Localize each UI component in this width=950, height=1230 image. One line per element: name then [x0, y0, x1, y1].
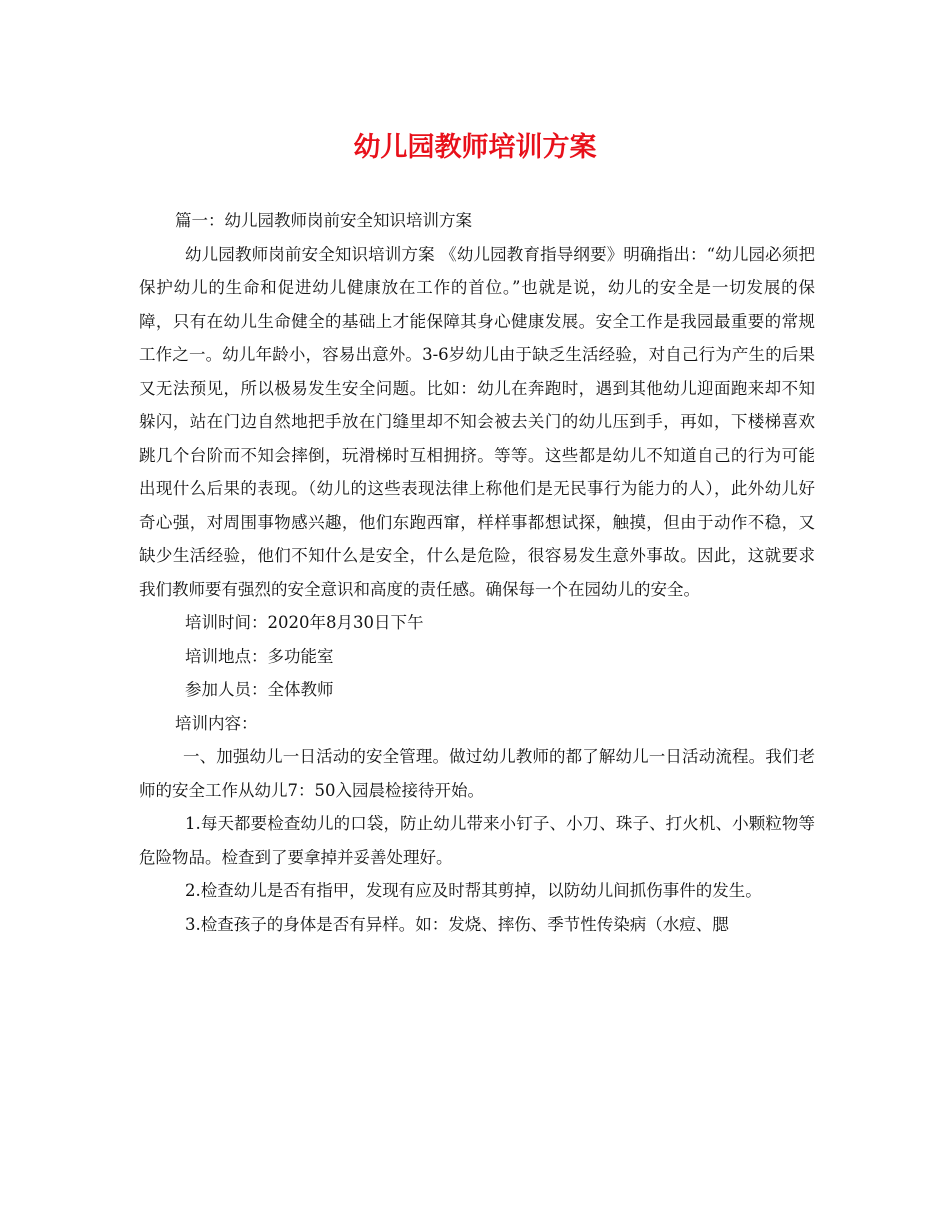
section-heading: 篇一：幼儿园教师岗前安全知识培训方案 [175, 211, 472, 230]
check-item-3: 3.检查孩子的身体是否有异样。如：发烧、摔伤、季节性传染病（水痘、腮 [185, 914, 729, 934]
document-body [139, 204, 815, 941]
training-time: 培训时间：2020年8月30日下午 [185, 613, 424, 632]
check-item-1: 1.每天都要检查幼儿的口袋，防止幼儿带来小钉子、小刀、珠子、打火机、小颗粒物等危险物品。检查到了要拿掉并妥善处理好。 [139, 814, 815, 867]
training-location: 培训地点：多功能室 [185, 646, 334, 666]
content-item-1: 一、加强幼儿一日活动的安全管理。做过幼儿教师的都了解幼儿一日活动流程。我们老师的安全工作从幼儿7：50入园晨检接待开始。 [139, 747, 815, 800]
participants: 参加人员：全体教师 [185, 680, 334, 699]
document-title: 幼儿园教师培训方案 [353, 132, 597, 163]
training-content-heading: 培训内容： [175, 713, 258, 733]
check-item-2: 2.检查幼儿是否有指甲，发现有应及时帮其剪掉，以防幼儿间抓伤事件的发生。 [185, 881, 762, 900]
intro-paragraph: 幼儿园教师岗前安全知识培训方案 《幼儿园教育指导纲要》明确指出：“幼儿园必须把保护幼儿的生命和促进幼儿健康放在工作的首位。”也就是说，幼儿的安全是一切发展的保障，只有在幼儿生命健全的基础上才能保障其身心健康发展。安全工作是我园最重要的常规工作之一。幼儿年龄小，容易出意外。3-6岁幼儿由于缺乏生活经验，对自己行为产生的后果又无法预见，所以极易发生安全问题。比如：幼儿在奔跑时，遇到其他幼儿迎面跑来却不知躲闪，站在门边自然地把手放在门缝里却不知会被去关门的幼儿压到手，再如，下楼梯喜欢跳几个台阶而不知会摔倒，玩滑梯时互相拥挤。等等。这些都是幼儿不知道自己的行为可能出现什么后果的表现。（幼儿的这些表现法律上称他们是无民事行为能力的人），此外幼儿好奇心强，对周围事物感兴趣，他们东跑西窜，样样事都想试探，触摸，但由于动作不稳，又缺少生活经验，他们不知什么是安全，什么是危险，很容易发生意外事故。因此，这就要求我们教师要有强烈的安全意识和高度的责任感。确保每一个在园幼儿的安全。 [139, 244, 815, 599]
